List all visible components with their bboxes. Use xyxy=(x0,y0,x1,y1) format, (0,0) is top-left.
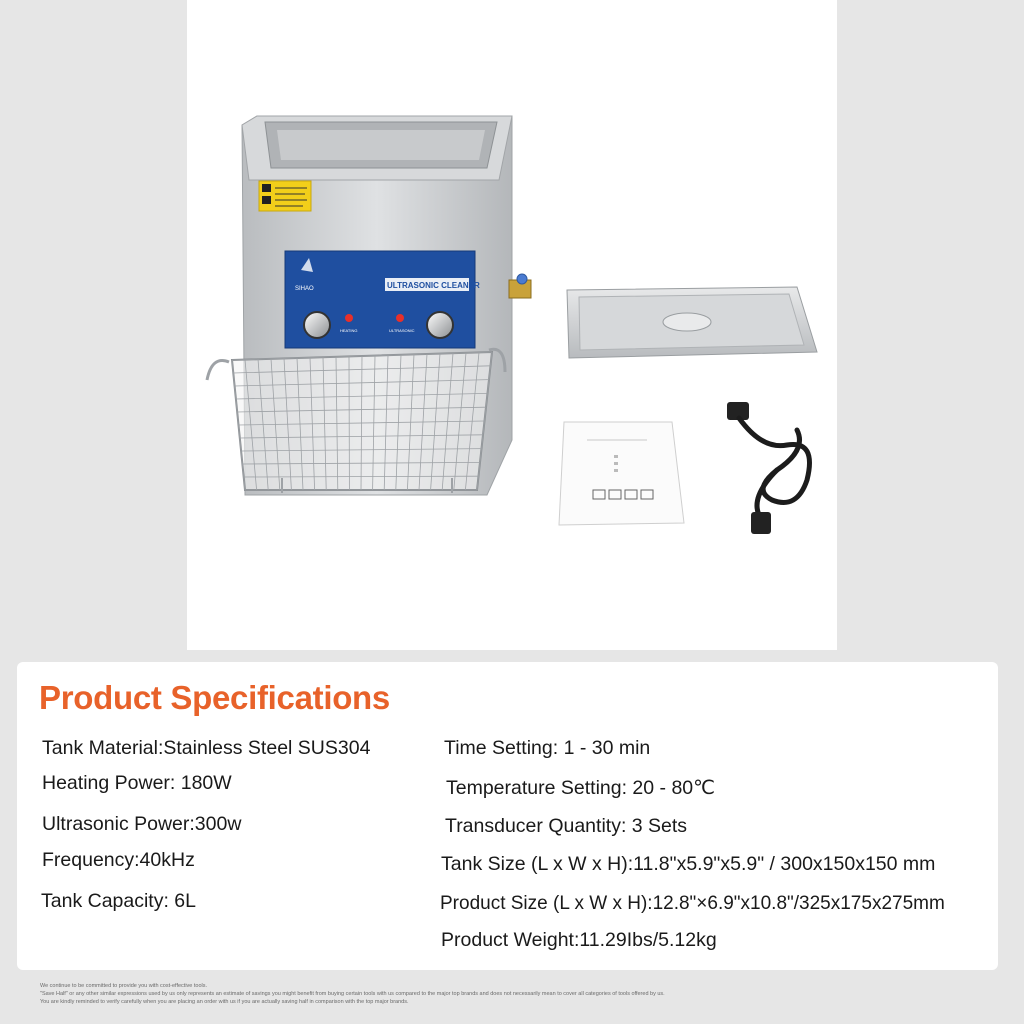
specifications-title: Product Specifications xyxy=(39,679,390,716)
spec-heating-power: Heating Power: 180W xyxy=(42,772,232,794)
spec-time-setting: Time Setting: 1 - 30 min xyxy=(444,737,651,759)
spec-product-weight: Product Weight:11.29Ibs/5.12kg xyxy=(441,929,717,951)
temperature-knob xyxy=(427,312,453,338)
spec-tank-capacity: Tank Capacity: 6L xyxy=(41,890,197,912)
panel-label: ULTRASONIC CLEANER xyxy=(387,281,480,290)
heating-label: HEATING xyxy=(340,328,358,333)
ultrasonic-label: ULTRASONIC xyxy=(389,328,415,333)
footnote xyxy=(40,982,940,1006)
spec-ultrasonic-power: Ultrasonic Power:300w xyxy=(42,813,242,835)
timer-knob xyxy=(304,312,330,338)
panel-brand: SIHAO xyxy=(295,286,314,292)
ultrasonic-indicator xyxy=(396,314,404,322)
footnote-line: We continue to be committed to provide you with cost-effective tools. xyxy=(40,983,208,989)
product-photo xyxy=(187,0,837,650)
heating-indicator xyxy=(345,314,353,322)
spec-temperature-setting: Temperature Setting: 20 - 80℃ xyxy=(446,777,716,799)
footnote-line: You are kindly reminded to verify carefully when you are placing an order with us if you are actually saving half in comparison with the top major brands. xyxy=(40,999,409,1005)
spec-transducer-quantity: Transducer Quantity: 3 Sets xyxy=(445,815,688,837)
stainless-lid xyxy=(567,287,817,358)
spec-tank-material: Tank Material:Stainless Steel SUS304 xyxy=(42,737,371,759)
spec-frequency: Frequency:40kHz xyxy=(42,849,195,871)
product-illustration xyxy=(187,0,837,650)
control-panel xyxy=(285,251,480,348)
spec-product-size: Product Size (L x W x H):12.8"×6.9"x10.8"/325x175x275mm xyxy=(440,893,945,914)
power-cord xyxy=(727,402,810,534)
spec-tank-size: Tank Size (L x W x H):11.8"x5.9"x5.9" / 300x150x150 mm xyxy=(441,853,936,875)
user-manual xyxy=(559,422,684,525)
footnote-line: "Save Half" or any other similar expressions used by us only represents an estimate of savings you might benefit from buying certain tools with us compared to the major top brands and does not necessarily mean to cover all categories of tools offered by us. xyxy=(40,991,665,997)
specifications-card xyxy=(17,662,998,970)
wire-basket xyxy=(207,349,505,493)
